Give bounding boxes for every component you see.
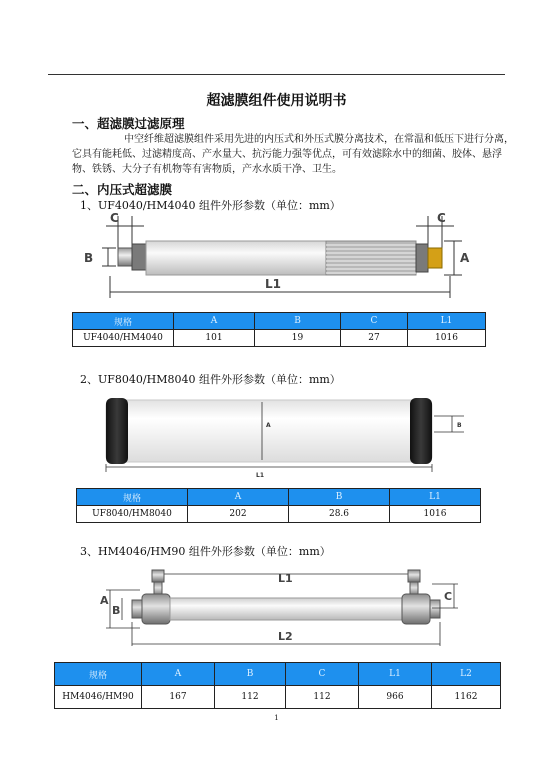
table-cell: 101 [174, 330, 255, 347]
table-cell: 112 [215, 686, 286, 709]
label-b: B [112, 604, 121, 617]
header-cell: 规格 [77, 489, 188, 506]
hm4046-spec-table [54, 662, 501, 709]
table-cell: UF4040/HM4040 [73, 330, 174, 347]
header-cell: A [188, 489, 289, 506]
table-cell: 1016 [408, 330, 486, 347]
label-a: A [266, 422, 271, 429]
document-title: 超滤膜组件使用说明书 [206, 93, 347, 109]
table-cell: UF8040/HM8040 [77, 506, 188, 523]
item-2-heading: 2、UF8040/HM8040 组件外形参数（单位：mm） [80, 373, 341, 386]
label-b: B [84, 251, 94, 265]
uf8040-spec-table [76, 488, 481, 523]
header-cell: L1 [359, 663, 432, 686]
table-cell: 1162 [432, 686, 501, 709]
table-cell: 202 [188, 506, 289, 523]
label-l1: L1 [278, 572, 293, 585]
label-b: B [457, 422, 462, 429]
table-row [77, 506, 481, 523]
table-cell: 28.6 [289, 506, 390, 523]
label-l1: L1 [256, 472, 264, 479]
uf4040-diagram [80, 208, 480, 308]
table-cell: 112 [286, 686, 359, 709]
page-number: 1 [274, 714, 279, 722]
table-row [73, 330, 486, 347]
label-a: A [100, 594, 109, 607]
section-1-paragraph: 中空纤维超滤膜组件采用先进的内压式和外压式膜分离技术，在常温和低压下进行分离，它具有能耗低、过滤精度高、产水量大、抗污能力强等优点，可有效滤除水中的细菌、胶体、悬浮物、铁锈、大分子有机物等有害物质，产水水质干净、卫生。 [72, 134, 514, 175]
label-l1: L1 [265, 277, 281, 291]
header-cell: L1 [390, 489, 481, 506]
item-3-heading: 3、HM4046/HM90 组件外形参数（单位：mm） [80, 545, 331, 558]
header-cell: B [289, 489, 390, 506]
uf8040-diagram [92, 388, 472, 482]
header-cell: 规格 [55, 663, 142, 686]
table-cell: 27 [341, 330, 408, 347]
header-cell: 规格 [73, 313, 174, 330]
table-cell: HM4046/HM90 [55, 686, 142, 709]
hm4046-diagram [96, 560, 476, 655]
table-cell: 1016 [390, 506, 481, 523]
label-l2: L2 [278, 630, 293, 643]
table-header-row [73, 313, 486, 330]
header-cell: B [215, 663, 286, 686]
table-row [55, 686, 501, 709]
header-cell: A [142, 663, 215, 686]
header-cell: L1 [408, 313, 486, 330]
uf4040-spec-table [72, 312, 486, 347]
section-2-heading: 二、内压式超滤膜 [72, 182, 173, 197]
header-cell: B [255, 313, 341, 330]
table-cell: 19 [255, 330, 341, 347]
header-cell: A [174, 313, 255, 330]
header-cell: L2 [432, 663, 501, 686]
section-1-heading: 一、超滤膜过滤原理 [72, 116, 185, 131]
label-a: A [460, 251, 470, 265]
label-c: C [444, 590, 453, 603]
table-cell: 167 [142, 686, 215, 709]
item-1-heading: 1、UF4040/HM4040 组件外形参数（单位：mm） [80, 199, 341, 212]
table-header-row [55, 663, 501, 686]
header-cell: C [286, 663, 359, 686]
header-rule [48, 74, 505, 75]
label-c-left: C [110, 211, 119, 225]
label-c-right: C [437, 211, 446, 225]
table-cell: 966 [359, 686, 432, 709]
header-cell: C [341, 313, 408, 330]
table-header-row [77, 489, 481, 506]
